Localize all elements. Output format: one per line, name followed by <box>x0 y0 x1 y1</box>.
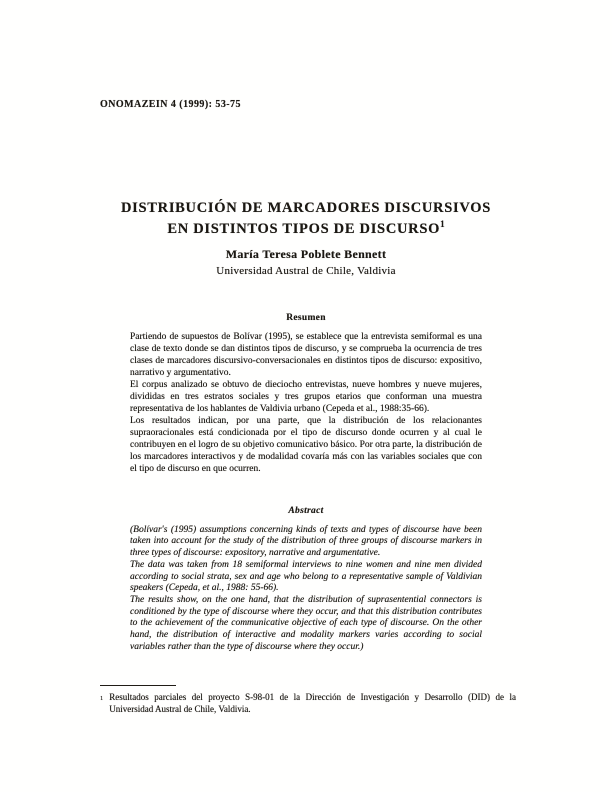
article-title-line-2-text: EN DISTINTOS TIPOS DE DISCURSO <box>167 220 441 237</box>
resumen-section <box>130 312 482 475</box>
title-footnote-ref-mark: 1 <box>440 219 445 229</box>
abstract-paragraph-3: The results show, on the one hand, that the distribution of suprasentential connectors is conditioned by the type of discourse where they occur, and that this distribution contributes to the achievement of the communicative objective of each type of discourse. On the other hand, the distribution of interactive and modality markers varies according to social variables rather than the type of discourse where they occur.) <box>130 594 482 652</box>
article-title <box>0 200 612 237</box>
footnote-text: Resultados parciales del proyecto S-98-01 de la Dirección de Investigación y Desarrollo (DID) de la Universidad Austral de Chile, Valdivia. <box>109 692 516 714</box>
abstract-paragraph-1: (Bolívar's (1995) assumptions concerning kinds of texts and types of discourse have been taken into account for the study of the distribution of three groups of discourse markers in three types of discourse: expository, narrative and argumentative. <box>130 524 482 559</box>
journal-header: ONOMAZEIN 4 (1999): 53-75 <box>100 99 241 110</box>
author-name: María Teresa Poblete Bennett <box>225 247 387 261</box>
abstract-paragraph-2: The data was taken from 18 semiformal interviews to nine women and nine men divided according to social strata, sex and age who belong to a representative sample of Valdivian speakers (Cepeda, et al., 1988: 55-66). <box>130 559 482 594</box>
footnote <box>100 692 516 716</box>
author-affiliation: Universidad Austral de Chile, Valdivia <box>216 265 396 277</box>
article-title-line-1: DISTRIBUCIÓN DE MARCADORES DISCURSIVOS <box>121 200 491 216</box>
footnote-mark: 1 <box>100 694 104 702</box>
footnote-separator-rule <box>100 685 176 686</box>
resumen-paragraph-2: El corpus analizado se obtuvo de dieciocho entrevistas, nueve hombres y nueve mujeres, divididas en tres estratos sociales y tres grupos etarios que conforman una muestra representativa de los hablantes de Valdivia urbano (Cepeda et al., 1988:35-66). <box>130 380 482 414</box>
article-title-line-2 <box>0 216 612 237</box>
resumen-paragraph-1: Partiendo de supuestos de Bolívar (1995), se establece que la entrevista semiformal es una clase de texto donde se dan distintos tipos de discurso, y se comprueba la ocurrencia de tres clases de marcadores discursivo-conversacionales en distintos tipos de discurso: expositivo, narrativo y argumentativo. <box>130 332 482 378</box>
abstract-heading: Abstract <box>288 506 324 516</box>
resumen-heading: Resumen <box>286 313 326 323</box>
resumen-paragraph-3: Los resultados indican, por una parte, que la distribución de los relacionantes supraoracionales está condicionada por el tipo de discurso donde ocurren y al cual le contribuyen en el logro de su objetivo comunicativo básico. Por otra parte, la distribución de los marcadores interactivos y de modalidad covaría más con las variables sociales que con el tipo de discurso en que ocurren. <box>130 416 482 474</box>
abstract-section <box>130 506 482 653</box>
